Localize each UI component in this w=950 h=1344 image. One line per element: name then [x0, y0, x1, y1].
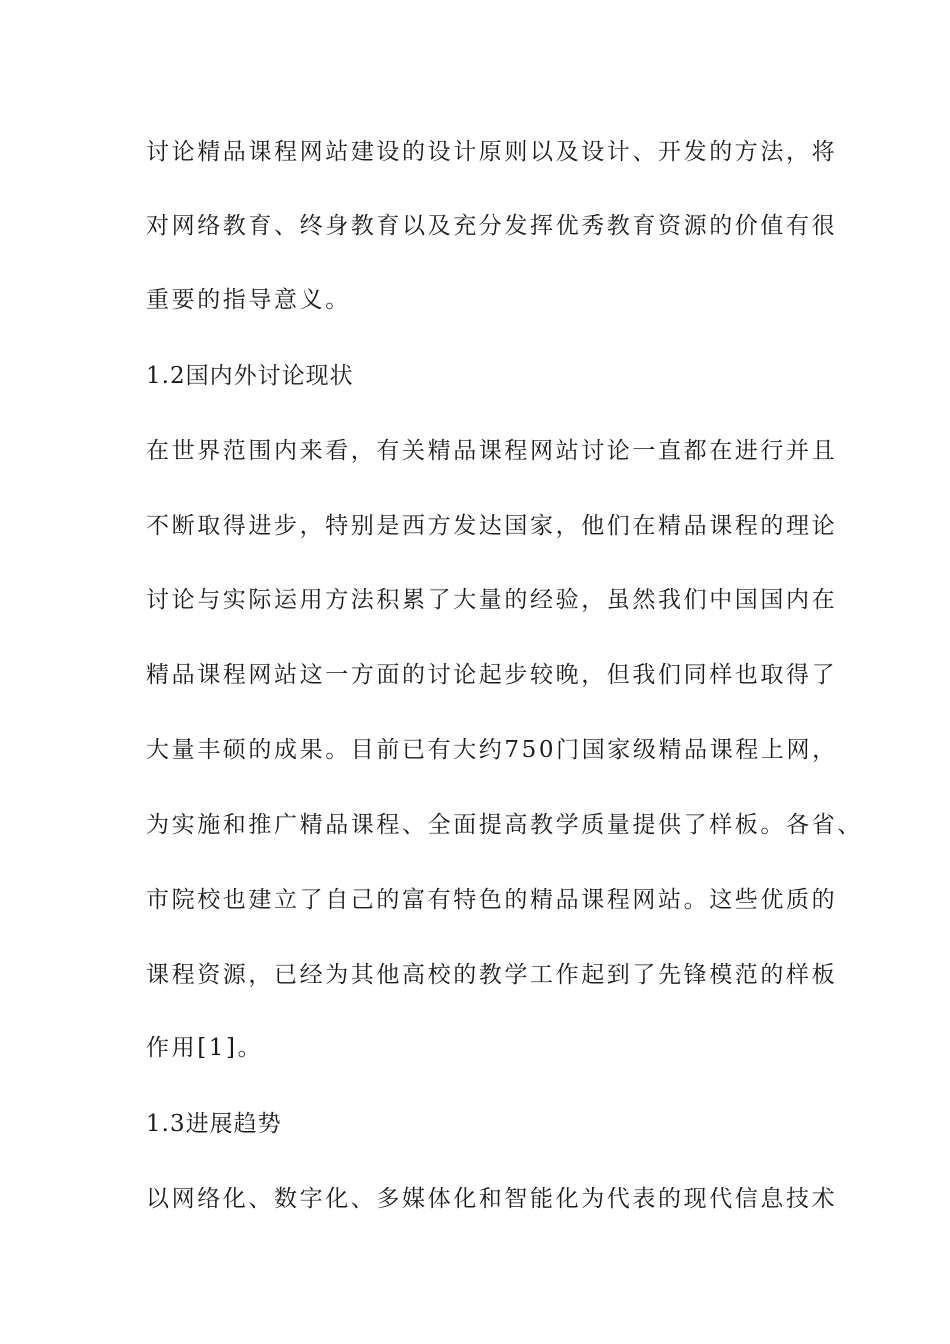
paragraph-line: 在世界范围内来看，有关精品课程网站讨论一直都在进行并且 [146, 438, 838, 464]
paragraph-line: 不断取得进步，特别是西方发达国家，他们在精品课程的理论 [146, 513, 838, 539]
paragraph-line: 课程资源，已经为其他高校的教学工作起到了先锋模范的样板 [146, 962, 838, 988]
paragraph-line: 大量丰硕的成果。目前已有大约750门国家级精品课程上网， [146, 737, 838, 763]
paragraph-line: 讨论与实际运用方法积累了大量的经验，虽然我们中国国内在 [146, 587, 838, 613]
section-heading: 1.2国内外讨论现状 [146, 363, 354, 389]
paragraph-line: 对网络教育、终身教育以及充分发挥优秀教育资源的价值有很 [146, 213, 838, 239]
paragraph-line: 重要的指导意义。 [146, 287, 351, 313]
paragraph-line: 市院校也建立了自己的富有特色的精品课程网站。这些优质的 [146, 887, 838, 913]
section-heading: 1.3进展趋势 [146, 1111, 282, 1137]
paragraph-line: 以网络化、数字化、多媒体化和智能化为代表的现代信息技术 [146, 1186, 838, 1212]
paragraph-line: 讨论精品课程网站建设的设计原则以及设计、开发的方法，将 [146, 139, 838, 165]
paragraph-line: 精品课程网站这一方面的讨论起步较晚，但我们同样也取得了 [146, 662, 838, 688]
paragraph-line: 为实施和推广精品课程、全面提高教学质量提供了样板。各省、 [146, 812, 863, 838]
paragraph-line: 作用[1]。 [146, 1035, 264, 1061]
